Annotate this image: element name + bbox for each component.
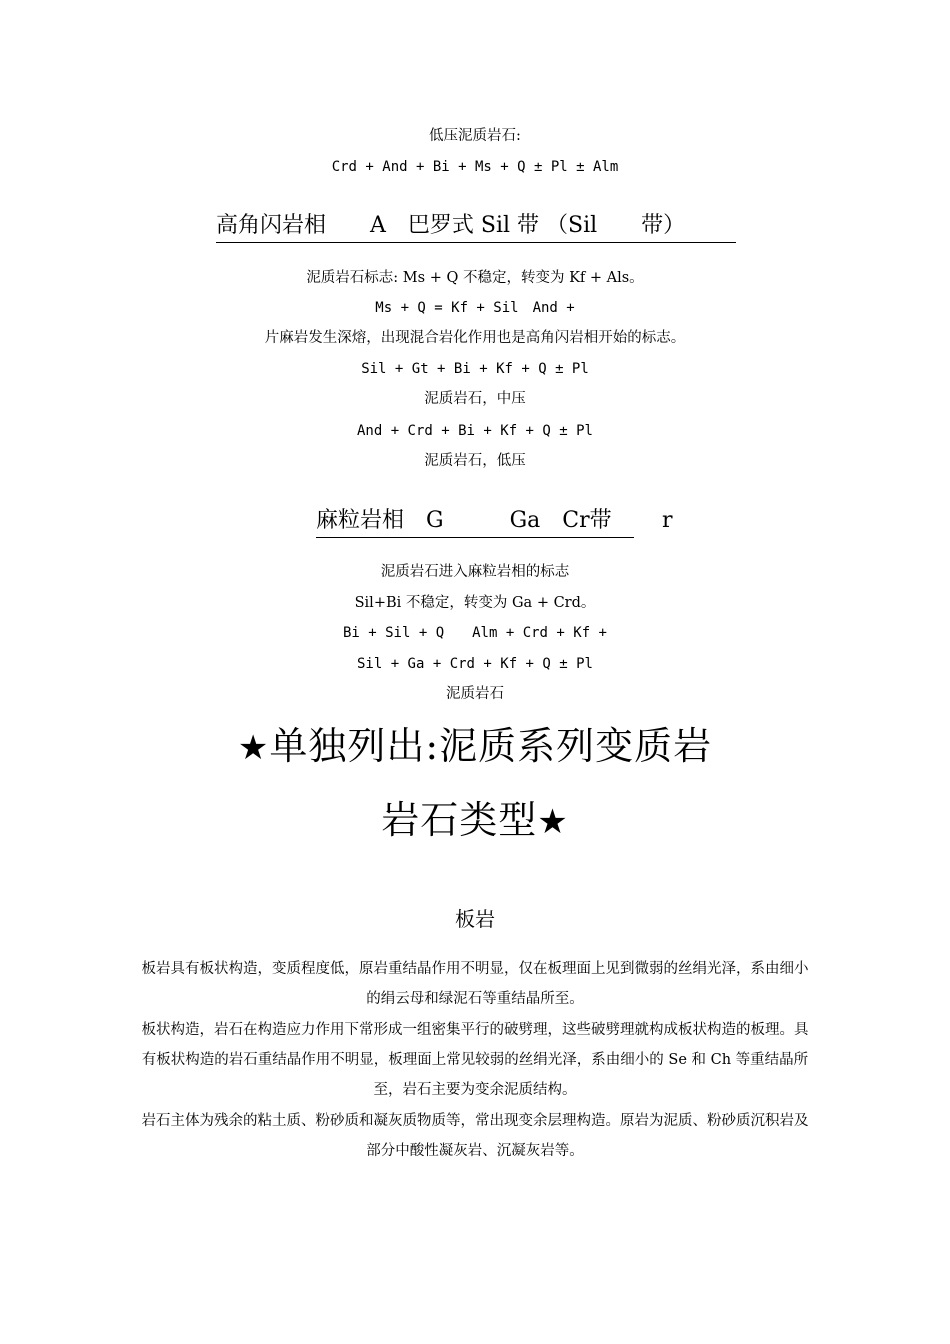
star-icon: ★ xyxy=(237,728,270,768)
amphibolite-note-1: 泥质岩石，中压 xyxy=(424,391,526,407)
title-prefix: 单独列出: xyxy=(269,724,440,768)
amphibolite-melting: 片麻岩发生深熔，出现混合岩化作用也是高角闪岩相开始的标志。 xyxy=(264,330,686,346)
amphibolite-reaction: Ms + Q = Kf + Sil And + xyxy=(375,300,575,316)
granulite-unstable: Sil+Bi 不稳定，转变为 Ga + Crd。 xyxy=(354,595,596,611)
granulite-assemblage: Sil + Ga + Crd + Kf + Q ± Pl xyxy=(356,656,593,672)
section-title-line-2 xyxy=(0,796,950,846)
star-icon: ★ xyxy=(537,802,569,842)
slate-paragraph-1: 板岩具有板状构造，变质程度低，原岩重结晶作用不明显，仅在板理面上见到微弱的丝绢光泽，系由细小的绢云母和绿泥石等重结晶所至。 xyxy=(141,961,809,1007)
low-pressure-formula: Crd + And + Bi + Ms + Q ± Pl ± Alm xyxy=(331,159,619,175)
title-main: 泥质系列变质岩 xyxy=(439,724,713,768)
granulite-reaction: Bi + Sil + Q Alm + Crd + Kf + xyxy=(342,625,607,641)
title-line-2-text: 岩石类型 xyxy=(381,798,538,842)
amphibolite-assemblage-2: And + Crd + Bi + Kf + Q ± Pl xyxy=(356,423,593,439)
slate-paragraph-2: 板状构造，岩石在构造应力作用下常形成一组密集平行的破劈理，这些破劈理就构成板状构造的板理。具有板状构造的岩石重结晶作用不明显，板理面上常见较弱的丝绢光泽，系由细小的 Se 和 Ch 等重结晶所至，岩石主要为变余泥质结构。 xyxy=(141,1022,809,1098)
granulite-heading: 麻粒岩相 G Ga Cr带 xyxy=(316,507,634,538)
granulite-marker: 泥质岩石进入麻粒岩相的标志 xyxy=(380,564,570,580)
slate-paragraph-3: 岩石主体为残余的粘土质、粉砂质和凝灰质物质等，常出现变余层理构造。原岩为泥质、粉砂质沉积岩及部分中酸性凝灰岩、沉凝灰岩等。 xyxy=(141,1113,809,1159)
low-pressure-label: 低压泥质岩石: xyxy=(429,128,521,144)
granulite-heading-tail: r xyxy=(662,508,673,533)
amphibolite-marker: 泥质岩石标志: Ms + Q 不稳定，转变为 Kf + Als。 xyxy=(306,270,644,286)
granulite-note: 泥质岩石 xyxy=(446,686,504,702)
slate-heading: 板岩 xyxy=(455,907,495,931)
amphibolite-heading: 高角闪岩相 A 巴罗式 Sil 带 （Sil 带） xyxy=(216,212,736,243)
amphibolite-assemblage-1: Sil + Gt + Bi + Kf + Q ± Pl xyxy=(361,361,589,377)
amphibolite-note-2: 泥质岩石，低压 xyxy=(424,453,526,469)
section-title-line-1 xyxy=(0,722,950,772)
